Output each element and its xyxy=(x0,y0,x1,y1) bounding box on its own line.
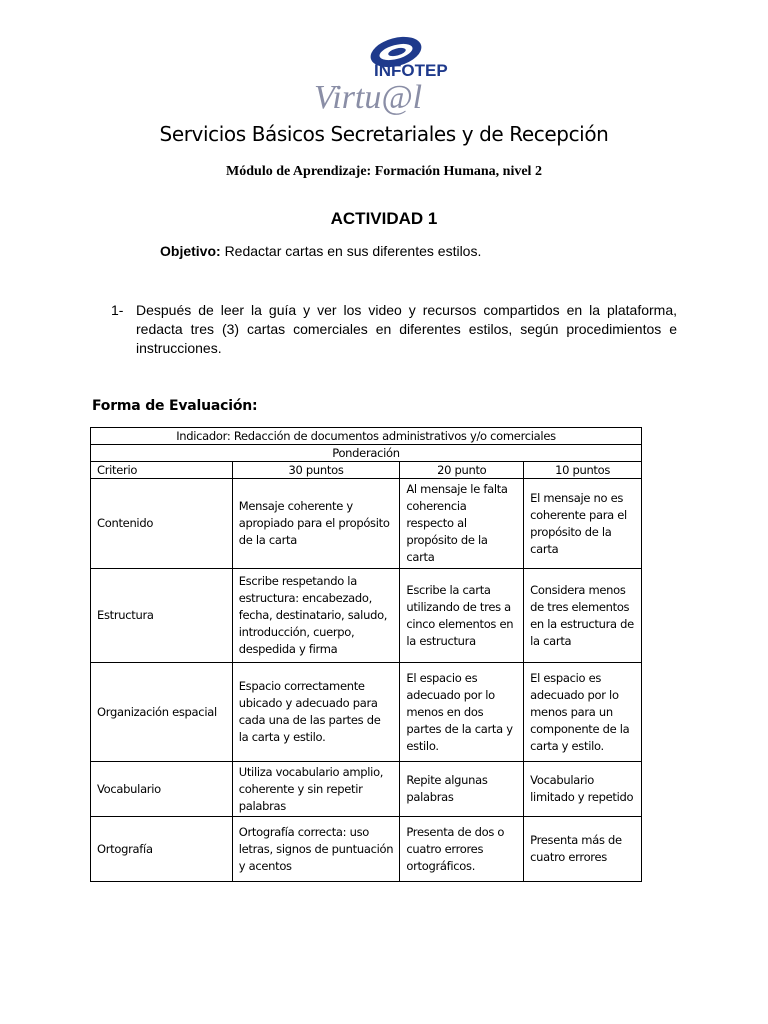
indicator-row xyxy=(91,428,642,445)
score-10-cell: Vocabulario limitado y repetido xyxy=(524,762,642,817)
column-header-30: 30 puntos xyxy=(232,462,400,479)
evaluation-rubric-table xyxy=(90,427,642,882)
objective-label: Objetivo: xyxy=(160,243,221,259)
weighting-cell: Ponderación xyxy=(91,445,642,462)
instruction-text: Después de leer la guía y ver los video y recursos compartidos en la plataforma, redacta tres (3) cartas comerciales en diferentes estilos, según procedimientos e instrucciones. xyxy=(136,302,677,356)
criterion-cell: Estructura xyxy=(91,569,233,663)
weighting-row xyxy=(91,445,642,462)
criterion-cell: Vocabulario xyxy=(91,762,233,817)
criterion-cell: Organización espacial xyxy=(91,663,233,762)
table-row xyxy=(91,762,642,817)
column-header-criterion: Criterio xyxy=(91,462,233,479)
column-header-10: 10 puntos xyxy=(524,462,642,479)
logo-tagline: Virtu@l xyxy=(314,79,423,116)
criterion-cell: Ortografía xyxy=(91,817,233,882)
table-row xyxy=(91,569,642,663)
activity-heading: ACTIVIDAD 1 xyxy=(330,209,438,228)
evaluation-heading: Forma de Evaluación: xyxy=(92,398,258,414)
score-20-cell: Escribe la carta utilizando de tres a cinco elementos en la estructura xyxy=(400,569,524,663)
objective-text: Redactar cartas en sus diferentes estilos. xyxy=(224,243,482,259)
module-subtitle: Módulo de Aprendizaje: Formación Humana, nivel 2 xyxy=(226,164,542,179)
score-10-cell: Considera menos de tres elementos en la estructura de la carta xyxy=(524,569,642,663)
criterion-cell: Contenido xyxy=(91,479,233,569)
table-row xyxy=(91,479,642,569)
score-20-cell: El espacio es adecuado por lo menos en dos partes de la carta y estilo. xyxy=(400,663,524,762)
indicator-cell: Indicador: Redacción de documentos administrativos y/o comerciales xyxy=(91,428,642,445)
score-30-cell: Utiliza vocabulario amplio, coherente y sin repetir palabras xyxy=(232,762,400,817)
infotep-virtual-logo xyxy=(296,28,456,118)
score-20-cell: Repite algunas palabras xyxy=(400,762,524,817)
instruction-number: 1- xyxy=(111,302,124,318)
table-row xyxy=(91,663,642,762)
objective xyxy=(160,243,481,259)
score-30-cell: Ortografía correcta: uso letras, signos de puntuación y acentos xyxy=(232,817,400,882)
score-30-cell: Espacio correctamente ubicado y adecuado para cada una de las partes de la carta y estilo. xyxy=(232,663,400,762)
score-20-cell: Presenta de dos o cuatro errores ortográficos. xyxy=(400,817,524,882)
score-30-cell: Escribe respetando la estructura: encabezado, fecha, destinatario, saludo, introducción, cuerpo, despedida y firma xyxy=(232,569,400,663)
document-title: Servicios Básicos Secretariales y de Recepción xyxy=(159,122,609,146)
score-30-cell: Mensaje coherente y apropiado para el propósito de la carta xyxy=(232,479,400,569)
score-10-cell: El mensaje no es coherente para el propósito de la carta xyxy=(524,479,642,569)
column-header-row xyxy=(91,462,642,479)
score-10-cell: Presenta más de cuatro errores xyxy=(524,817,642,882)
score-20-cell: Al mensaje le falta coherencia respecto al propósito de la carta xyxy=(400,479,524,569)
score-10-cell: El espacio es adecuado por lo menos para un componente de la carta y estilo. xyxy=(524,663,642,762)
column-header-20: 20 punto xyxy=(400,462,524,479)
table-row xyxy=(91,817,642,882)
logo-brand: INFOTEP xyxy=(374,61,448,80)
